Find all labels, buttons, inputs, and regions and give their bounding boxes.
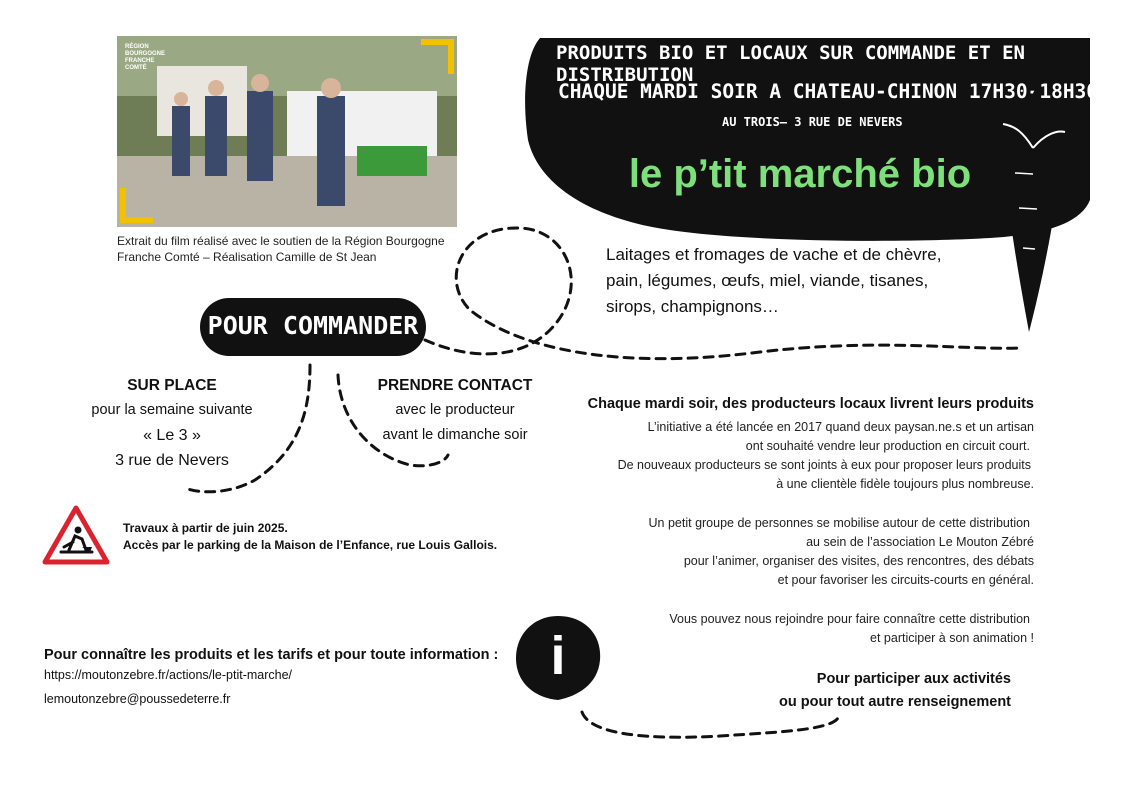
- sur-place-line: pour la semaine suivante: [91, 402, 253, 418]
- header-line-schedule: CHAQUE MARDI SOIR A CHATEAU-CHINON 17H30-18H30: [558, 80, 1099, 103]
- contact-line: avec le producteur: [395, 402, 515, 418]
- photo-caption: [117, 233, 477, 265]
- about-heading: Chaque mardi soir, des producteurs locaux livrent leurs produits: [587, 396, 1034, 412]
- info-email-link[interactable]: lemoutonzebre@poussedeterre.fr: [44, 692, 231, 706]
- sur-place-block: [72, 373, 272, 473]
- about-line: De nouveaux producteurs se sont joints à eux pour proposer leurs produits: [617, 458, 1031, 472]
- region-logo-line: BOURGOGNE: [125, 51, 166, 57]
- products-line: Laitages et fromages de vache et de chèvre,: [606, 245, 942, 264]
- about-line: Un petit groupe de personnes se mobilise autour de cette distribution: [648, 516, 1030, 530]
- market-title: le p’tit marché bio: [628, 152, 972, 196]
- sur-place-address: 3 rue de Nevers: [115, 452, 229, 469]
- sur-place-name: « Le 3 »: [143, 427, 201, 444]
- market-photo-illustration: [117, 36, 457, 227]
- about-line: pour l’animer, organiser des visites, des rencontres, des débats: [683, 554, 1034, 568]
- roadworks-warning-icon: [42, 505, 110, 565]
- works-line: Accès par le parking de la Maison de l’Enfance, rue Louis Gallois.: [123, 538, 498, 552]
- about-call-to-action: [700, 668, 1011, 714]
- products-line: pain, légumes, œufs, miel, viande, tisanes,: [606, 271, 929, 290]
- about-line: et participer à son animation !: [870, 631, 1034, 645]
- about-paragraph-2: [560, 514, 1034, 590]
- info-heading: Pour connaître les produits et les tarifs et pour toute information :: [44, 647, 499, 663]
- header-line-address: AU TROIS– 3 RUE DE NEVERS: [722, 115, 903, 129]
- caption-line: Extrait du film réalisé avec le soutien de la Région Bourgogne: [117, 234, 445, 248]
- contact-block: [360, 373, 550, 448]
- contact-heading: PRENDRE CONTACT: [377, 377, 533, 394]
- info-url-link[interactable]: https://moutonzebre.fr/actions/le-ptit-marche/: [44, 668, 293, 682]
- info-icon-letter: i: [550, 626, 566, 686]
- caption-line: Franche Comté – Réalisation Camille de St Jean: [117, 250, 377, 264]
- region-logo-line: FRANCHE: [125, 58, 155, 64]
- products-list: [606, 242, 1026, 320]
- cta-line: Pour participer aux activités: [816, 671, 1011, 687]
- about-line: au sein de l’association Le Mouton Zébré: [806, 535, 1034, 549]
- works-notice: [123, 520, 497, 554]
- works-line: Travaux à partir de juin 2025.: [123, 521, 288, 535]
- order-title: POUR COMMANDER: [207, 311, 419, 340]
- about-line: à une clientèle fidèle toujours plus nombreuse.: [776, 477, 1034, 491]
- about-paragraph-3: [560, 610, 1034, 648]
- contact-line: avant le dimanche soir: [382, 427, 528, 443]
- about-line: L’initiative a été lancée en 2017 quand deux paysan.ne.s et un artisan: [647, 420, 1034, 434]
- header-line-products: PRODUITS BIO ET LOCAUX SUR COMMANDE ET EN DISTRIBUTION: [556, 42, 1025, 86]
- region-logo-line: COMTÉ: [125, 65, 147, 71]
- cta-line: ou pour tout autre renseignement: [778, 694, 1011, 710]
- about-line: ont souhaité vendre leur production en circuit court.: [745, 439, 1030, 453]
- products-line: sirops, champignons…: [606, 297, 779, 316]
- region-logo-line: RÉGION: [125, 44, 149, 50]
- about-line: Vous pouvez nous rejoindre pour faire connaître cette distribution: [669, 612, 1030, 626]
- region-logo: [125, 44, 165, 72]
- market-photo: [117, 36, 457, 227]
- sur-place-heading: SUR PLACE: [127, 377, 217, 394]
- about-line: et pour favoriser les circuits-courts en général.: [777, 573, 1034, 587]
- about-paragraph-1: [560, 418, 1034, 494]
